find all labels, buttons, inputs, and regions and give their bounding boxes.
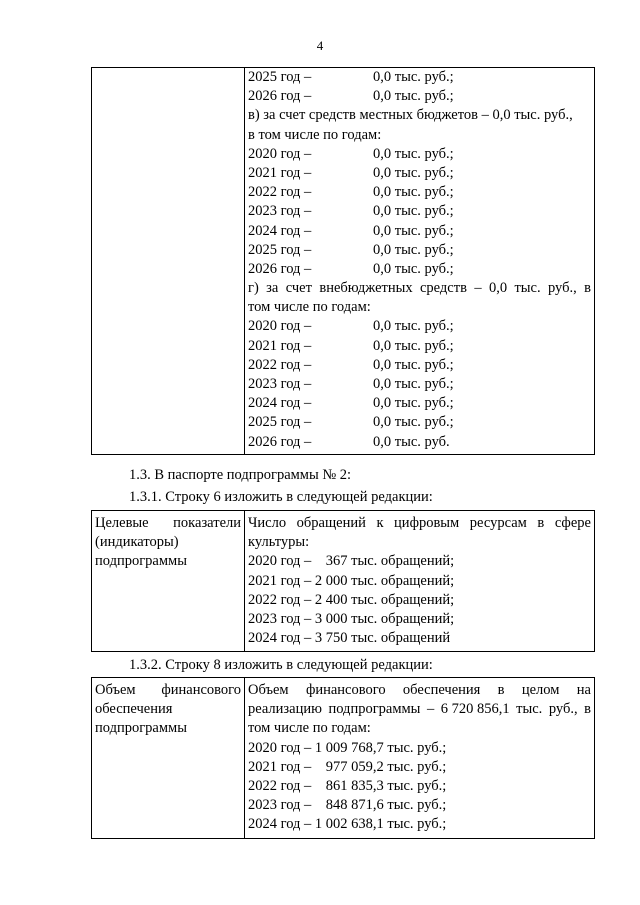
year-row: 2020 год – 0,0 тыс. руб.; [248, 145, 454, 162]
indicators-table [91, 510, 595, 652]
financing-label-line: обеспечения [95, 701, 173, 718]
year-row: 2023 год – 0,0 тыс. руб.; [248, 376, 454, 392]
year-row: 2026 год – 0,0 тыс. руб.; [248, 88, 454, 105]
year-row: 2023 год – 0,0 тыс. руб.; [248, 203, 454, 220]
year-row: 2022 год – 0,0 тыс. руб.; [248, 356, 454, 373]
indicator-year-row: 2023 год – 3 000 тыс. обращений; [248, 610, 455, 627]
financing-description-line: реализацию подпрограммы – 6 720 856,1 тыс. руб., в [248, 701, 591, 718]
financing-year-row: 2022 год – 861 835,3 тыс. руб.; [248, 777, 447, 794]
year-row: 2021 год – 0,0 тыс. руб.; [248, 337, 454, 354]
year-row: 2022 год – 0,0 тыс. руб.; [248, 184, 454, 201]
year-row: 2026 год – 0,0 тыс. руб.; [248, 260, 454, 277]
financing-year-row: 2024 год – 1 002 638,1 тыс. руб.; [248, 816, 447, 833]
extrabudget-heading: г) за счет внебюджетных средств – 0,0 тыс. руб., в [248, 280, 591, 297]
financing-description-line: Объем финансового обеспечения в целом на [248, 682, 591, 698]
year-row: 2025 год – 0,0 тыс. руб.; [248, 69, 454, 85]
section-1-3-1-heading: 1.3.1. Строку 6 изложить в следующей редакции: [129, 489, 433, 505]
indicators-label-line: Целевые показатели [95, 515, 241, 531]
financing-label-line: Объем финансового [95, 682, 241, 698]
year-row: 2024 год – 0,0 тыс. руб.; [248, 222, 454, 239]
local-budget-heading: в) за счет средств местных бюджетов – 0,0 тыс. руб., [248, 107, 573, 124]
year-row: 2021 год – 0,0 тыс. руб.; [248, 164, 454, 181]
indicators-description-line: культуры: [248, 534, 310, 551]
section-1-3-2-heading: 1.3.2. Строку 8 изложить в следующей редакции: [129, 657, 433, 673]
year-row: 2025 год – 0,0 тыс. руб.; [248, 414, 454, 431]
local-budget-subheading: в том числе по годам: [248, 126, 382, 143]
indicator-year-row: 2020 год – 367 тыс. обращений; [248, 553, 455, 570]
indicators-description-line: Число обращений к цифровым ресурсам в сфере [248, 515, 591, 531]
financing-year-row: 2023 год – 848 871,6 тыс. руб.; [248, 797, 447, 814]
page-number: 4 [316, 38, 324, 53]
indicators-value-cell [245, 511, 595, 652]
indicator-year-row: 2021 год – 2 000 тыс. обращений; [248, 572, 455, 589]
year-row: 2025 год – 0,0 тыс. руб.; [248, 241, 454, 258]
funding-table-left-cell [92, 68, 245, 455]
financing-label-line: подпрограммы [95, 720, 187, 737]
year-row: 2026 год – 0,0 тыс. руб. [248, 433, 450, 450]
financing-table [91, 677, 595, 839]
indicators-label-line: подпрограммы [95, 553, 187, 570]
extrabudget-subheading: том числе по годам: [248, 299, 371, 316]
financing-year-row: 2020 год – 1 009 768,7 тыс. руб.; [248, 739, 447, 756]
indicator-year-row: 2022 год – 2 400 тыс. обращений; [248, 591, 455, 608]
indicators-label-line: (индикаторы) [95, 534, 179, 551]
financing-label-cell [92, 678, 245, 839]
indicator-year-row: 2024 год – 3 750 тыс. обращений [248, 630, 451, 647]
year-row: 2020 год – 0,0 тыс. руб.; [248, 318, 454, 335]
financing-value-cell [245, 678, 595, 839]
section-1-3-heading: 1.3. В паспорте подпрограммы № 2: [129, 467, 352, 483]
funding-table-right-cell [245, 68, 595, 455]
financing-year-row: 2021 год – 977 059,2 тыс. руб.; [248, 758, 447, 775]
year-row: 2024 год – 0,0 тыс. руб.; [248, 395, 454, 412]
funding-table-continued [91, 67, 595, 455]
financing-description-line: том числе по годам: [248, 720, 371, 737]
indicators-label-cell [92, 511, 245, 652]
